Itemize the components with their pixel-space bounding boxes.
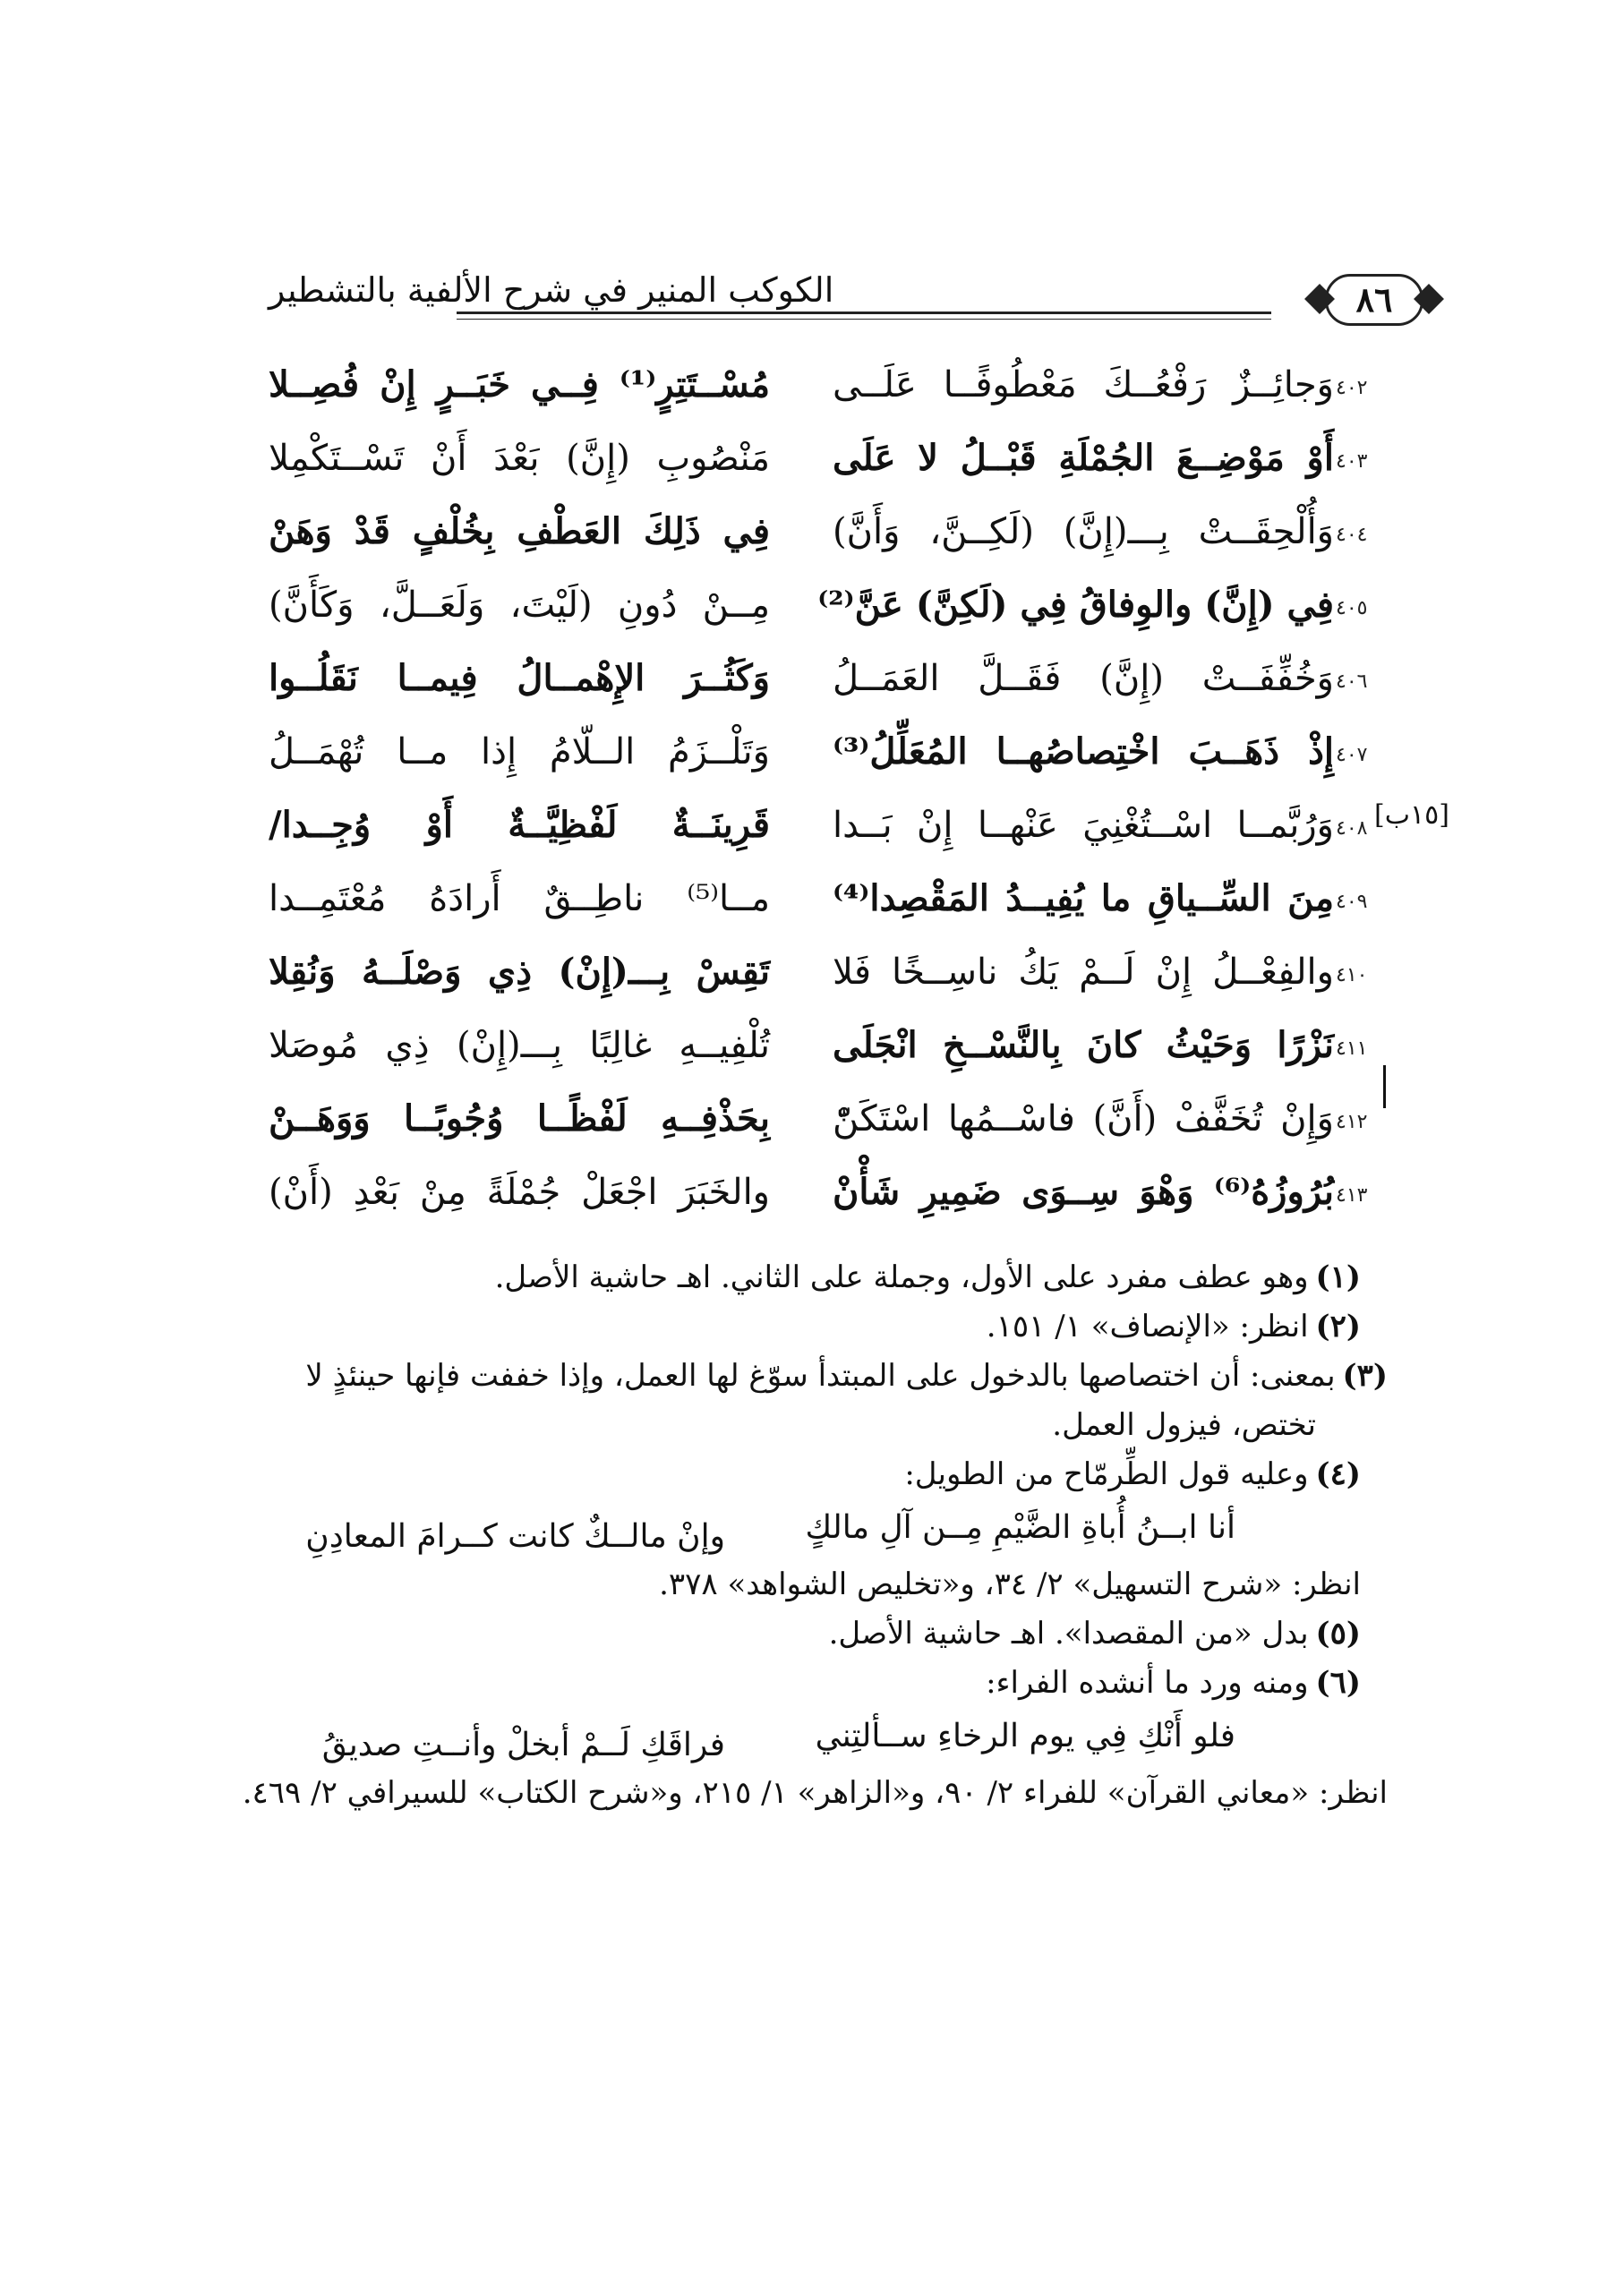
- verse-number: ٤٠٤: [1336, 524, 1368, 546]
- footnote-text: وعليه قول الطِّرمّاح من الطويل:: [904, 1456, 1309, 1492]
- footnote-2: [224, 1302, 1388, 1352]
- footnote-text: انظر: «الإنصاف» ١/ ١٥١.: [986, 1309, 1309, 1344]
- page-header: [269, 267, 1450, 347]
- verse-number: ٤٠٦: [1336, 670, 1368, 693]
- verse-second-hemistich: وَتَلْــزَمُ الــلّامُ إِذا مــا تُهْمَــلُ: [269, 731, 770, 772]
- verse-first-hemistich: وَجائِــزٌ رَفْعُــكَ مَعْطُوفًــا عَلَــى: [833, 364, 1334, 405]
- verse-number: ٤٠٨: [1336, 817, 1368, 840]
- verse-first-hemistich: مِنَ السِّــياقِ ما يُفِيــدُ المَقْصِدا⁽⁴⁾: [833, 877, 1334, 919]
- verse-number: ٤٠٥: [1336, 597, 1368, 619]
- footnote-text: بدل «من المقصدا». اهـ حاشية الأصل.: [828, 1616, 1309, 1652]
- verse-first-hemistich: بُرُوزُهُ⁽⁶⁾ وَهْوَ سِــوَى ضَمِيرِ شَأْنْ: [833, 1171, 1334, 1213]
- verse-410: [269, 941, 1368, 1014]
- page-number: ٨٦: [1355, 279, 1393, 320]
- verse-number: ٤١١: [1336, 1037, 1368, 1060]
- header-rule: [457, 312, 1271, 314]
- footnote-4-reference: [224, 1560, 1388, 1609]
- margin-mark: [1383, 1065, 1386, 1108]
- verse-first-hemistich: وَإِنْ تُخَفَّفْ (أَنَّ) فاسْــمُها اسْتَكَنّْ: [833, 1098, 1334, 1139]
- poem-first-hemistich: فلو أَنْكِ فِي يوم الرخاءِ ســألتِني: [815, 1718, 1235, 1754]
- folio-reference: [١٥ب]: [1374, 799, 1449, 831]
- footnote-number: (٦): [1315, 1665, 1361, 1701]
- verse-first-hemistich: إِذْ ذَهَــبَ اخْتِصاصُهــا المُعَلِّلُ⁽³⁾: [833, 730, 1334, 772]
- verse-second-hemistich: مــا⁽⁵⁾ ناطِــقٌ أَرادَهُ مُعْتَمِــدا: [269, 878, 770, 919]
- verse-first-hemistich: وَأُلْحِقَــتْ بِـــ(إِنَّ) (لَكِــنَّ، وَأَنَّ): [833, 511, 1334, 552]
- verse-second-hemistich: مُسْــتَتِرٍ⁽¹⁾ فِــي خَبَــرٍ إِنْ فُصِــلا: [269, 363, 770, 405]
- verse-number: ٤١٠: [1336, 964, 1368, 986]
- poem-first-hemistich: أنا ابــنُ أُباةِ الضَّيْمِ مِــن آلِ مالكٍ: [805, 1509, 1235, 1546]
- verse-404: [269, 500, 1368, 574]
- footnote-number: (٣): [1342, 1358, 1388, 1394]
- verse-407: [269, 721, 1368, 794]
- verse-second-hemistich: مِــنْ دُونِ (لَيْتَ، وَلَعَــلَّ، وَكَأَنَّ): [269, 585, 770, 626]
- verse-first-hemistich: أَوْ مَوْضِــعَ الجُمْلَةِ قَبْــلُ لا عَلَى: [833, 437, 1334, 479]
- footnote-6-poem: [224, 1711, 1388, 1765]
- verse-413: [269, 1161, 1368, 1234]
- verse-second-hemistich: والخَبَرَ اجْعَلْ جُمْلَةً مِنْ بَعْدِ (أَنْ): [269, 1172, 770, 1213]
- verse-block: [269, 354, 1368, 1234]
- footnotes: [224, 1253, 1388, 1818]
- verse-second-hemistich: وَكَثُــرَ الإِهْمــالُ فِيمــا نَقَلُــوا: [269, 657, 770, 699]
- page-number-ornament: [1307, 269, 1441, 331]
- verse-second-hemistich: تَقِسْ بِـــ(إِنْ) ذِي وَصْلَــهُ وَنُقِلا: [269, 951, 770, 993]
- verse-405: [269, 574, 1368, 647]
- verse-second-hemistich: بِحَذْفِــهِ لَفْظًــا وُجُوبًــا وَوَهَــنْ: [269, 1097, 770, 1139]
- footnote-text: وهو عطف مفرد على الأول، وجملة على الثاني. اهـ حاشية الأصل.: [494, 1259, 1309, 1295]
- verse-number: ٤٠٧: [1336, 744, 1368, 766]
- poem-second-hemistich: وإنْ مالــكٌ كانت كــرامَ المعادِنِ: [305, 1518, 725, 1555]
- footnote-text: تختص، فيزول العمل.: [1052, 1407, 1316, 1443]
- footnote-number: (١): [1315, 1259, 1361, 1295]
- verse-406: [269, 647, 1368, 721]
- footnote-text: انظر: «شرح التسهيل» ٢/ ٣٤، و«تخليص الشواهد» ٣٧٨.: [659, 1566, 1361, 1602]
- header-rule-thin: [457, 319, 1271, 320]
- footnote-text: بمعنى: أن اختصاصها بالدخول على المبتدأ سوّغ لها العمل، وإذا خففت فإنها حينئذٍ لا: [305, 1358, 1336, 1394]
- footnote-number: (٢): [1315, 1309, 1361, 1344]
- verse-first-hemistich: وَرُبَّمــا اسْــتُغْنِيَ عَنْهــا إِنْ بَــدا: [833, 805, 1334, 846]
- verse-first-hemistich: نَزْرًا وَحَيْثُ كانَ بِالنَّسْــخِ انْجَلَى: [833, 1024, 1334, 1066]
- verse-second-hemistich: تُلْفِيــهِ غالِبًا بِـــ(إِنْ) ذِي مُوصَلا: [269, 1025, 770, 1066]
- footnote-6: [224, 1659, 1388, 1708]
- verse-second-hemistich: مَنْصُوبِ (إِنَّ) بَعْدَ أَنْ تَسْــتَكْمِلا: [269, 438, 770, 479]
- footnote-4: [224, 1450, 1388, 1499]
- verse-number: ٤١٢: [1336, 1111, 1368, 1133]
- verse-number: ٤٠٣: [1336, 450, 1368, 473]
- verse-number: ٤٠٢: [1336, 377, 1368, 399]
- verse-409: [269, 867, 1368, 941]
- verse-first-hemistich: وَخُفِّفَــتْ (إِنَّ) فَقَــلَّ العَمَــلُ: [833, 658, 1334, 699]
- verse-number: ٤٠٩: [1336, 891, 1368, 913]
- verse-number: ٤١٣: [1336, 1184, 1368, 1207]
- footnote-3-continued: [224, 1401, 1388, 1450]
- footnote-5: [224, 1609, 1388, 1659]
- poem-second-hemistich: فراقَكِ لَــمْ أبخلْ وأنــتِ صديقُ: [321, 1727, 725, 1763]
- footnote-3: [188, 1352, 1388, 1401]
- footnote-number: (٤): [1315, 1456, 1361, 1492]
- footnote-6-reference: [188, 1769, 1388, 1818]
- verse-403: [269, 427, 1368, 500]
- running-title: الكوكب المنير في شرح الألفية بالتشطير: [269, 270, 834, 310]
- footnote-1: [224, 1253, 1388, 1302]
- footnote-4-poem: [224, 1503, 1388, 1557]
- verse-first-hemistich: فِي (إِنَّ) والوِفاقُ فِي (لَكِنَّ) عَنَّ⁽²⁾: [817, 584, 1334, 626]
- verse-402: [269, 354, 1368, 427]
- verse-first-hemistich: والفِعْــلُ إِنْ لَــمْ يَكُ ناسِــخًا فَلا: [833, 952, 1334, 993]
- verse-second-hemistich: فِي ذَلِكَ العَطْفِ بِخُلْفٍ قَدْ وَهَنْ: [269, 510, 770, 552]
- footnote-number: (٥): [1315, 1616, 1361, 1652]
- footnote-text: ومنه ورد ما أنشده الفراء:: [986, 1665, 1309, 1701]
- verse-411: [269, 1014, 1368, 1088]
- verse-second-hemistich: قَرِينَــةٌ لَفْظِيَّــةٌ أَوْ وُجِــدا/: [269, 804, 770, 846]
- footnote-text: انظر: «معاني القرآن» للفراء ٢/ ٩٠، و«الزاهر» ١/ ٢١٥، و«شرح الكتاب» للسيرافي ٢/ ٤٦٩.: [242, 1775, 1388, 1811]
- verse-408: [269, 794, 1368, 867]
- verse-412: [269, 1088, 1368, 1161]
